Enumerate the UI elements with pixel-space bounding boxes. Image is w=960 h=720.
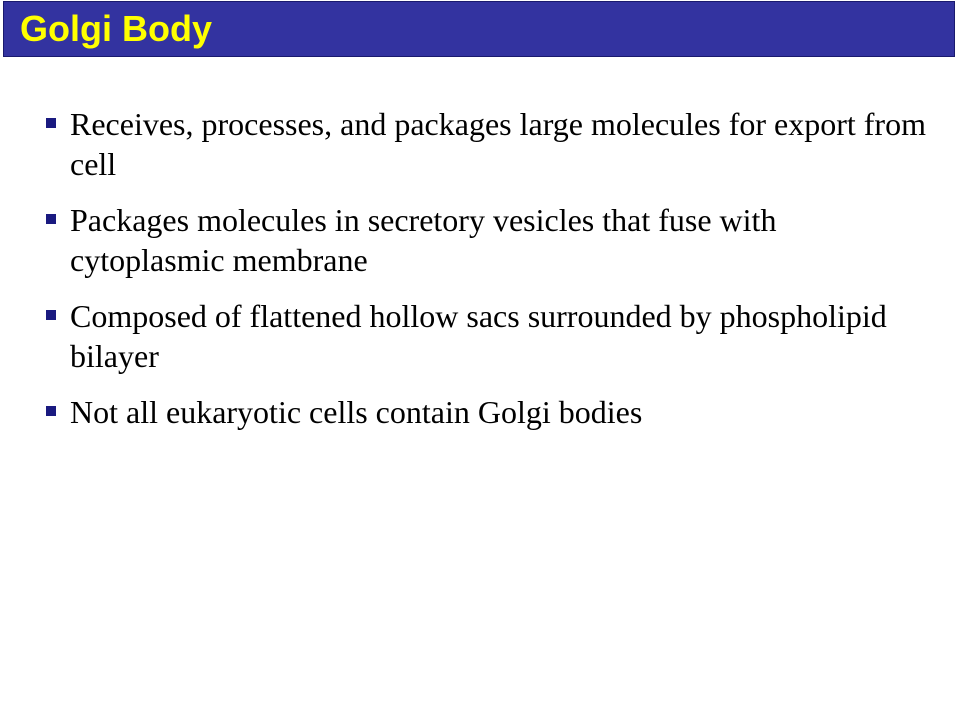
square-bullet-icon: [46, 214, 56, 224]
bullet-text: Packages molecules in secretory vesicles that fuse with cytoplasmic membrane: [70, 202, 777, 278]
bullet-list: [46, 104, 926, 448]
bullet-text: Receives, processes, and packages large molecules for export from cell: [70, 106, 926, 182]
title-bar: [3, 1, 955, 57]
bullet-text: Composed of flattened hollow sacs surrounded by phospholipid bilayer: [70, 298, 887, 374]
bullet-item: [46, 200, 926, 280]
bullet-text: Not all eukaryotic cells contain Golgi bodies: [70, 394, 643, 430]
square-bullet-icon: [46, 118, 56, 128]
square-bullet-icon: [46, 310, 56, 320]
bullet-item: [46, 392, 926, 432]
bullet-item: [46, 296, 926, 376]
square-bullet-icon: [46, 406, 56, 416]
slide-title: Golgi Body: [20, 8, 212, 49]
bullet-item: [46, 104, 926, 184]
